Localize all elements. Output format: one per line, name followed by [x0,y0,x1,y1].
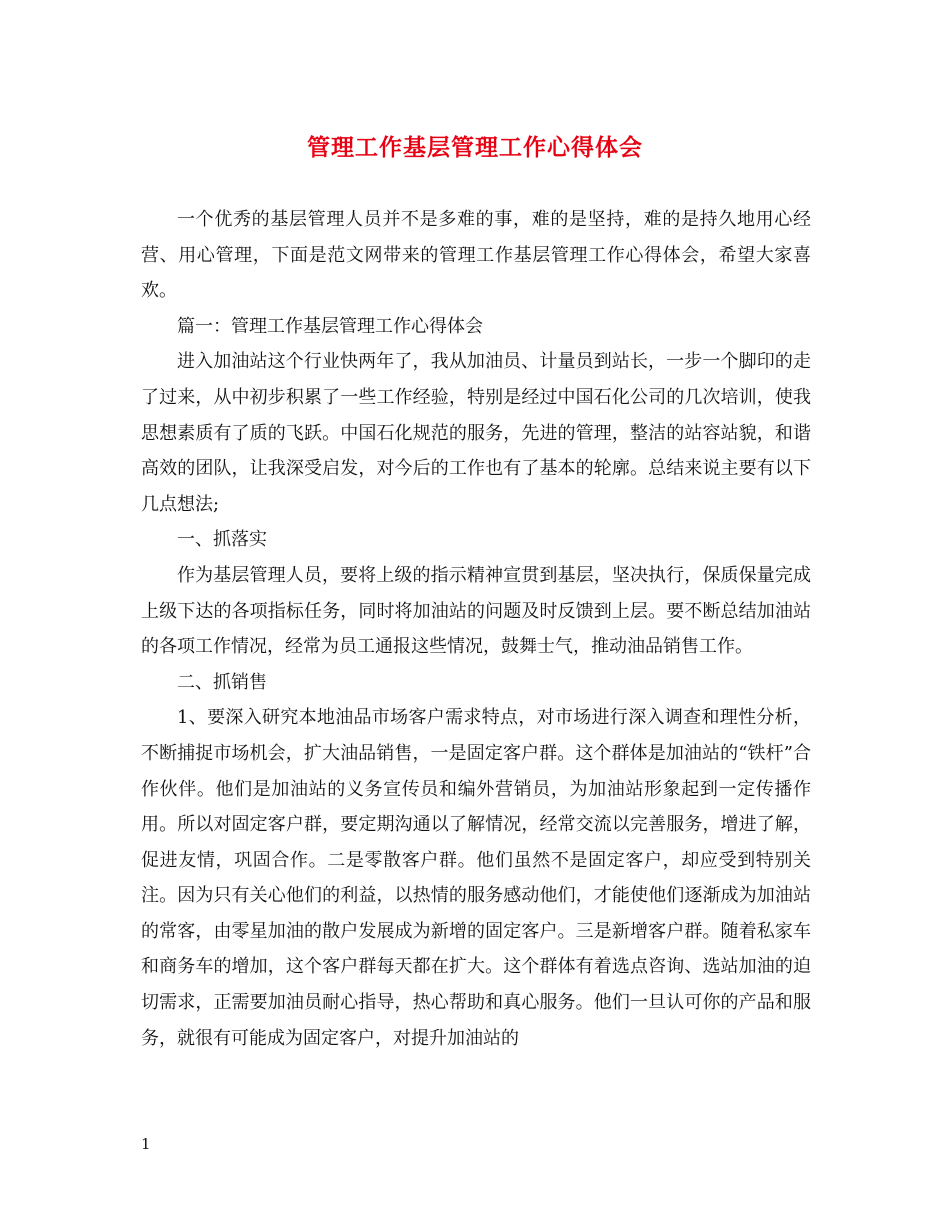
section-heading-part-one: 篇一：管理工作基层管理工作心得体会 [177,315,483,337]
section-heading-sales: 二、抓销售 [177,671,267,693]
section-heading-implementation: 一、抓落实 [177,529,267,551]
body-paragraph: 进入加油站这个行业快两年了，我从加油员、计量员到站长，一步一个脚印的走了过来，从中初步积累了一些工作经验，特别是经过中国石化公司的几次培训，使我思想素质有了质的飞跃。中国石化规范的服务，先进的管理，整洁的站容站貌，和谐高效的团队，让我深受启发，对今后的工作也有了基本的轮廓。总结来说主要有以下几点想法; [141,351,811,515]
intro-paragraph: 一个优秀的基层管理人员并不是多难的事，难的是坚持，难的是持久地用心经营、用心管理，下面是范文网带来的管理工作基层管理工作心得体会，希望大家喜欢。 [141,209,811,302]
body-paragraph: 1、要深入研究本地油品市场客户需求特点，对市场进行深入调查和理性分析，不断捕捉市场机会，扩大油品销售，一是固定客户群。这个群体是加油站的“铁杆”合作伙伴。他们是加油站的义务宣传员和编外营销员，为加油站形象起到一定传播作用。所以对固定客户群，要定期沟通以了解情况，经常交流以完善服务，增进了解，促进友情，巩固合作。二是零散客户群。他们虽然不是固定客户，却应受到特别关注。因为只有关心他们的利益，以热情的服务感动他们，才能使他们逐渐成为加油站的常客，由零星加油的散户发展成为新增的固定客户。三是新增客户群。随着私家车和商务车的增加，这个客户群每天都在扩大。这个群体有着选点咨询、选站加油的迫切需求，正需要加油员耐心指导，热心帮助和真心服务。他们一旦认可你的产品和服务，就很有可能成为固定客户，对提升加油站的 [141,707,811,1049]
body-paragraph: 作为基层管理人员，要将上级的指示精神宣贯到基层，坚决执行，保质保量完成上级下达的各项指标任务，同时将加油站的问题及时反馈到上层。要不断总结加油站的各项工作情况，经常为员工通报这些情况，鼓舞士气，推动油品销售工作。 [141,564,811,658]
page-number: 1 [141,1135,151,1153]
document-body [141,202,811,1056]
document-title: 管理工作基层管理工作心得体会 [307,134,643,161]
